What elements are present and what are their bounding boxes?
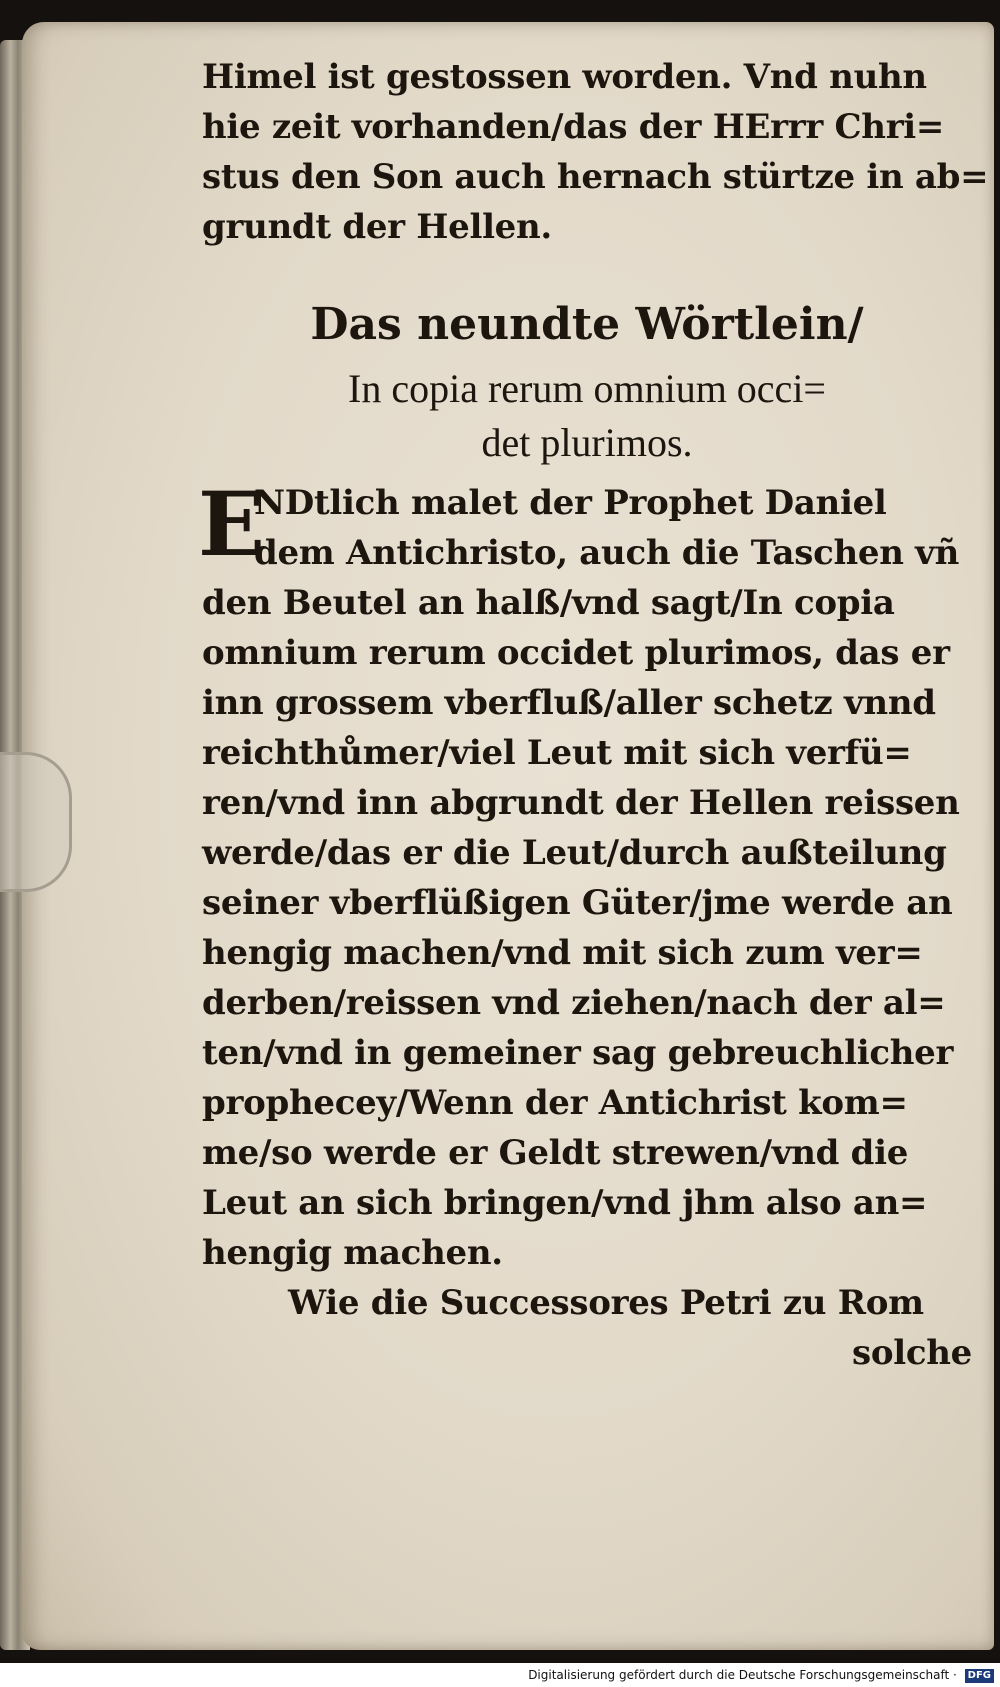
latin-line: det plurimos.	[481, 420, 693, 465]
text-line: den Beutel an halß/vnd sagt/In copia	[202, 583, 895, 623]
text-line: ren/vnd inn abgrundt der Hellen reissen	[202, 783, 960, 823]
paragraph-first-text: NDtlich malet der Prophet Daniel	[254, 483, 887, 523]
drop-cap: E	[198, 472, 265, 576]
text-line: hengig machen/vnd mit sich zum ver=	[202, 933, 923, 973]
page-text	[198, 52, 989, 1378]
digitization-footer	[0, 1663, 1000, 1687]
catchword: solche	[852, 1333, 972, 1373]
text-line: derben/reissen vnd ziehen/nach der al=	[202, 983, 946, 1023]
text-line: grundt der Hellen.	[202, 207, 552, 247]
text-line: dem Antichristo, auch die Taschen vñ	[254, 533, 960, 573]
text-line: hie zeit vorhanden/das der HErrr Chri=	[202, 107, 945, 147]
footer-credit: Digitalisierung gefördert durch die Deutsche Forschungsgemeinschaft ·	[528, 1668, 957, 1682]
latin-motto	[202, 362, 972, 470]
text-line: reichthůmer/viel Leut mit sich verfü=	[202, 733, 912, 773]
text-line: stus den Son auch hernach stürtze in ab=	[202, 157, 989, 197]
text-line: werde/das er die Leut/durch außteilung	[202, 833, 947, 873]
text-line: inn grossem vberfluß/aller schetz vnnd	[202, 683, 936, 723]
text-line: Leut an sich bringen/vnd jhm also an=	[202, 1183, 928, 1223]
text-line: prophecey/Wenn der Antichrist kom=	[202, 1083, 908, 1123]
dfg-logo: DFG	[965, 1669, 994, 1683]
text-line: ten/vnd in gemeiner sag gebreuchlicher	[202, 1033, 954, 1073]
section-heading: Das neundte Wörtlein/	[310, 299, 864, 350]
page-clip	[0, 752, 72, 892]
text-line: me/so werde er Geldt strewen/vnd die	[202, 1133, 909, 1173]
text-line: hengig machen.	[202, 1233, 503, 1273]
latin-line: In copia rerum omnium occi=	[348, 366, 826, 411]
text-line: seiner vberflüßigen Güter/jme werde an	[202, 883, 953, 923]
text-line: omnium rerum occidet plurimos, das er	[202, 633, 950, 673]
text-line: Wie die Successores Petri zu Rom	[288, 1283, 924, 1323]
text-line: Himel ist gestossen worden. Vnd nuhn	[202, 57, 927, 97]
